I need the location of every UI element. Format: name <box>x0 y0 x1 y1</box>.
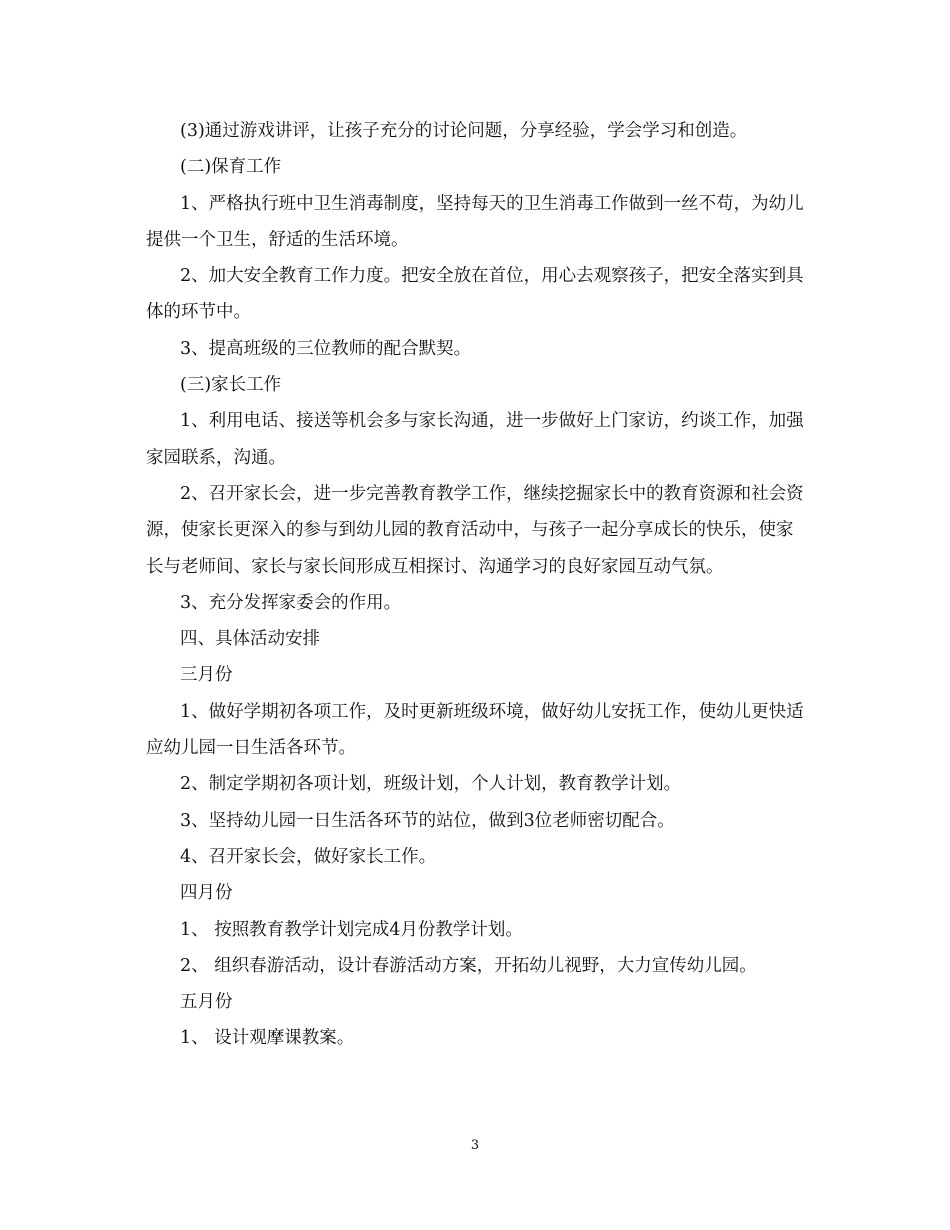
heading-parent-work: (三)家长工作 <box>180 375 282 396</box>
paragraph-march-2: 2、制定学期初各项计划，班级计划，个人计划，教育教学计划。 <box>180 774 682 795</box>
paragraph-parent-meeting: 2、召开家长会，进一步完善教育教学工作，继续挖掘家长中的教育资源和社会资源，使家长更深入的参与到幼儿园的教育活动中，与孩子一起分享成长的快乐，使家长与老师间、家长与家长间形成互相探讨、沟通学习的良好家园互动气氛。 <box>146 483 804 577</box>
paragraph-march-4: 4、召开家长会，做好家长工作。 <box>180 846 437 867</box>
heading-april: 四月份 <box>180 883 233 904</box>
paragraph-teacher-cooperation: 3、提高班级的三位教师的配合默契。 <box>180 338 472 359</box>
paragraph-parent-communication: 1、利用电话、接送等机会多与家长沟通，进一步做好上门家访，约谈工作，加强家园联系，沟通。 <box>146 411 804 468</box>
heading-care-work: (二)保育工作 <box>180 157 282 178</box>
paragraph-march-1: 1、做好学期初各项工作，及时更新班级环境，做好幼儿安抚工作，使幼儿更快适应幼儿园一日生活各环节。 <box>146 701 804 759</box>
document-body <box>146 113 806 1057</box>
page-number: 3 <box>470 1138 480 1153</box>
paragraph-parent-committee: 3、充分发挥家委会的作用。 <box>180 592 402 613</box>
paragraph-april-2: 2、 组织春游活动，设计春游活动方案，开拓幼儿视野，大力宣传幼儿园。 <box>180 955 757 976</box>
paragraph-april-1: 1、 按照教育教学计划完成4月份教学计划。 <box>180 919 523 940</box>
heading-may: 五月份 <box>180 992 233 1013</box>
paragraph-hygiene: 1、严格执行班中卫生消毒制度，坚持每天的卫生消毒工作做到一丝不苟，为幼儿提供一个卫生，舒适的生活环境。 <box>146 193 804 250</box>
paragraph-march-3: 3、坚持幼儿园一日生活各环节的站位，做到3位老师密切配合。 <box>180 810 675 831</box>
paragraph-game-review: (3)通过游戏讲评，让孩子充分的讨论问题，分享经验，学会学习和创造。 <box>180 121 748 141</box>
paragraph-may-1: 1、 设计观摩课教案。 <box>180 1028 355 1049</box>
heading-activity-schedule: 四、具体活动安排 <box>180 629 320 650</box>
heading-march: 三月份 <box>180 665 233 686</box>
paragraph-safety: 2、加大安全教育工作力度。把安全放在首位，用心去观察孩子，把安全落实到具体的环节中。 <box>146 266 804 323</box>
